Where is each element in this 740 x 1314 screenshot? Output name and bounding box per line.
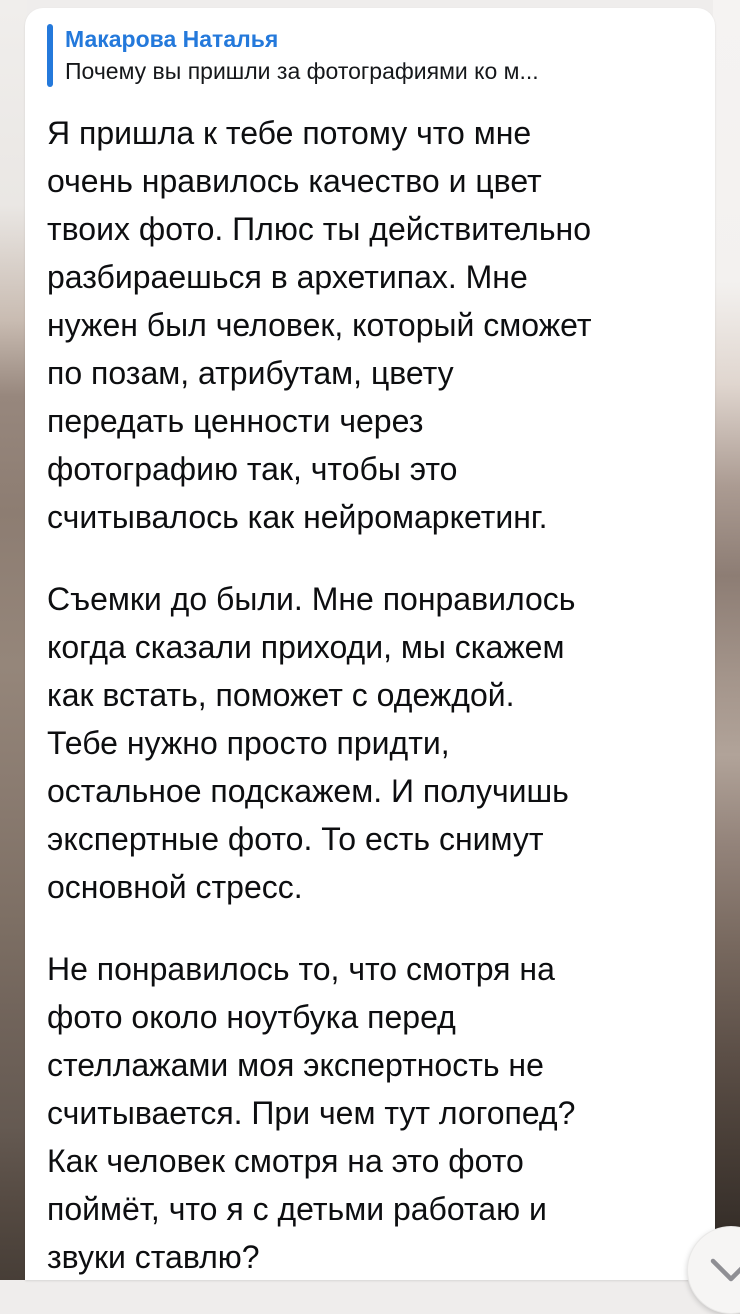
reply-quote-snippet: Почему вы пришли за фотографиями ко м... <box>65 58 539 84</box>
message-line: Я пришла к тебе потому что мне <box>47 115 532 151</box>
message-line: Тебе нужно просто придти, <box>47 725 450 761</box>
message-line: стеллажами моя экспертность не <box>47 1047 544 1083</box>
message-line: когда сказали приходи, мы скажем <box>47 629 565 665</box>
message-line: твоих фото. Плюс ты действительно <box>47 211 591 247</box>
message-paragraph <box>47 945 691 1281</box>
message-line: поймёт, что я с детьми работаю и <box>47 1191 547 1227</box>
message-line: очень нравилось качество и цвет <box>47 163 542 199</box>
reply-quote-accent-bar <box>47 24 53 87</box>
message-line: фотографию так, чтобы это <box>47 451 458 487</box>
message-line: звуки ставлю? <box>47 1239 260 1275</box>
chat-wallpaper-right <box>713 0 740 1280</box>
message-line: как встать, поможет с одеждой. <box>47 677 515 713</box>
chevron-down-icon <box>688 1227 740 1313</box>
message-paragraph <box>47 109 691 541</box>
message-line: экспертные фото. То есть снимут <box>47 821 544 857</box>
message-line: считывается. При чем тут логопед? <box>47 1095 576 1131</box>
message-line: фото около ноутбука перед <box>47 999 456 1035</box>
message-line: остальное подскажем. И получишь <box>47 773 569 809</box>
message-line: разбираешься в архетипах. Мне <box>47 259 528 295</box>
chat-wallpaper-left <box>0 0 27 1280</box>
reply-quote-author: Макарова Наталья <box>65 26 279 52</box>
message-line: передать ценности через <box>47 403 424 439</box>
message-paragraph <box>47 575 691 911</box>
message-line: Не понравилось то, что смотря на <box>47 951 555 987</box>
message-line: нужен был человек, который сможет <box>47 307 592 343</box>
message-bubble <box>25 8 715 1280</box>
reply-quote-body <box>65 24 539 87</box>
message-text <box>47 109 691 1281</box>
reply-quote[interactable] <box>47 24 691 87</box>
scroll-to-bottom-button[interactable] <box>687 1226 740 1314</box>
message-line: основной стресс. <box>47 869 303 905</box>
message-line: по позам, атрибутам, цвету <box>47 355 454 391</box>
message-line: Съемки до были. Мне понравилось <box>47 581 576 617</box>
message-line: Как человек смотря на это фото <box>47 1143 524 1179</box>
message-line: считывалось как нейромаркетинг. <box>47 499 548 535</box>
